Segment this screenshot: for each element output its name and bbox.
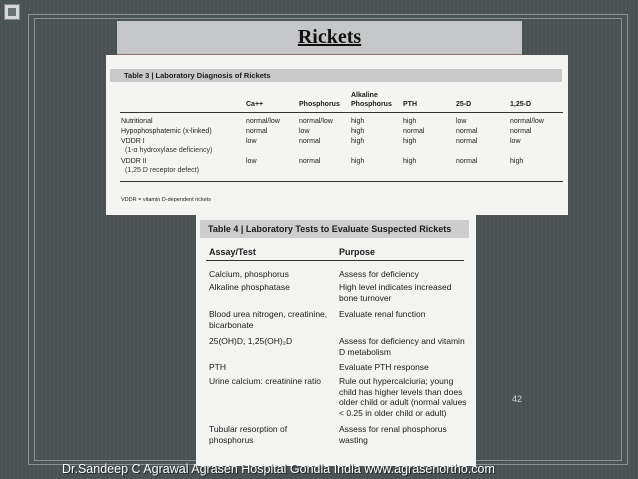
table3-header-pth: PTH — [403, 101, 417, 108]
table4-header-purpose: Purpose — [339, 247, 376, 257]
table3-cell: low — [456, 118, 467, 125]
table3-image — [106, 55, 568, 215]
table4-purpose: Assess for deficiency — [339, 269, 419, 279]
table3-cell: normal — [510, 128, 532, 135]
table3-header-alkaline: Alkaline — [351, 92, 378, 99]
table3-header-alk-phosphorus: Phosphorus — [351, 101, 392, 108]
table3-header-25d: 25-D — [456, 101, 472, 108]
table3-row-subtitle: (1-α hydroxylase deficiency) — [125, 147, 213, 154]
table4-assay: Alkaline phosphatase — [209, 282, 290, 292]
table3-cell: normal — [456, 128, 478, 135]
table3-row-name: VDDR II — [121, 158, 147, 165]
table4-assay: Urine calcium: creatinine ratio — [209, 376, 321, 386]
table3-cell: normal — [299, 138, 321, 145]
table4-assay: 25(OH)D, 1,25(OH)₂D — [209, 336, 293, 346]
table3-row-subtitle: (1,25 D receptor defect) — [125, 167, 199, 174]
table4-purpose: Rule out hypercalciuria; young child has higher levels than does older child or adult (normal values < 0.25 in older child or adult) — [339, 376, 467, 418]
table3-cell: normal/low — [299, 118, 333, 125]
table3-header-125d: 1,25-D — [510, 101, 532, 108]
table4-assay: Blood urea nitrogen, creatinine, bicarbonate — [209, 309, 328, 330]
table4-caption: Table 4 | Laboratory Tests to Evaluate Suspected Rickets — [200, 220, 469, 238]
table4-assay: Calcium, phosphorus — [209, 269, 289, 279]
table3-caption: Table 3 | Laboratory Diagnosis of Rickets — [110, 69, 562, 82]
app-corner-icon — [4, 4, 20, 20]
table4-purpose: Assess for deficiency and vitamin D metabolism — [339, 336, 465, 357]
slide-title-bar — [117, 21, 522, 56]
table3-cell: high — [510, 158, 524, 165]
slide-footer: Dr.Sandeep C Agrawal Agrasen Hospital Gondia India www.agrasenortho.com — [62, 462, 495, 476]
table3-cell: low — [246, 158, 257, 165]
table3-header-rule — [120, 112, 563, 113]
table3-cell: high — [351, 118, 365, 125]
table4-assay: PTH — [209, 362, 226, 372]
table3-cell: normal — [299, 158, 321, 165]
table3-row-name: VDDR I — [121, 138, 145, 145]
table3-cell: low — [299, 128, 310, 135]
table4-assay: Tubular resorption of phosphorus — [209, 424, 288, 445]
table3-cell: low — [510, 138, 521, 145]
slide-title: Rickets — [297, 26, 362, 48]
page-number: 42 — [512, 394, 523, 404]
table3-cell: normal/low — [510, 118, 544, 125]
table4-header-rule — [206, 260, 464, 261]
table3-cell: normal — [403, 128, 425, 135]
table3-cell: high — [403, 118, 417, 125]
table3-cell: high — [403, 138, 417, 145]
table3-cell: normal/low — [246, 118, 280, 125]
table3-cell: normal — [456, 158, 478, 165]
table3-header-ca: Ca++ — [246, 101, 264, 108]
table3-cell: normal — [456, 138, 478, 145]
table4-image — [196, 215, 476, 466]
table3-cell: high — [351, 128, 365, 135]
table3-cell: low — [246, 138, 257, 145]
table3-row-name: Hypophosphatemic (x-linked) — [121, 128, 212, 135]
table3-cell: high — [403, 158, 417, 165]
table3-cell: high — [351, 138, 365, 145]
table3-bottom-rule — [120, 181, 563, 182]
table4-header-assay: Assay/Test — [209, 247, 256, 257]
table3-row-name: Nutritional — [121, 118, 153, 125]
table4-purpose: Assess for renal phosphorus wasting — [339, 424, 447, 445]
table3-header-phosphorus: Phosphorus — [299, 101, 340, 108]
table4-purpose: Evaluate PTH response — [339, 362, 429, 372]
table4-purpose: Evaluate renal function — [339, 309, 426, 319]
table3-cell: high — [351, 158, 365, 165]
table3-footnote: VDDR = vitamin D-dependent rickets — [121, 197, 212, 203]
table4-purpose: High level indicates increased bone turnover — [339, 282, 452, 303]
table3-cell: normal — [246, 128, 268, 135]
